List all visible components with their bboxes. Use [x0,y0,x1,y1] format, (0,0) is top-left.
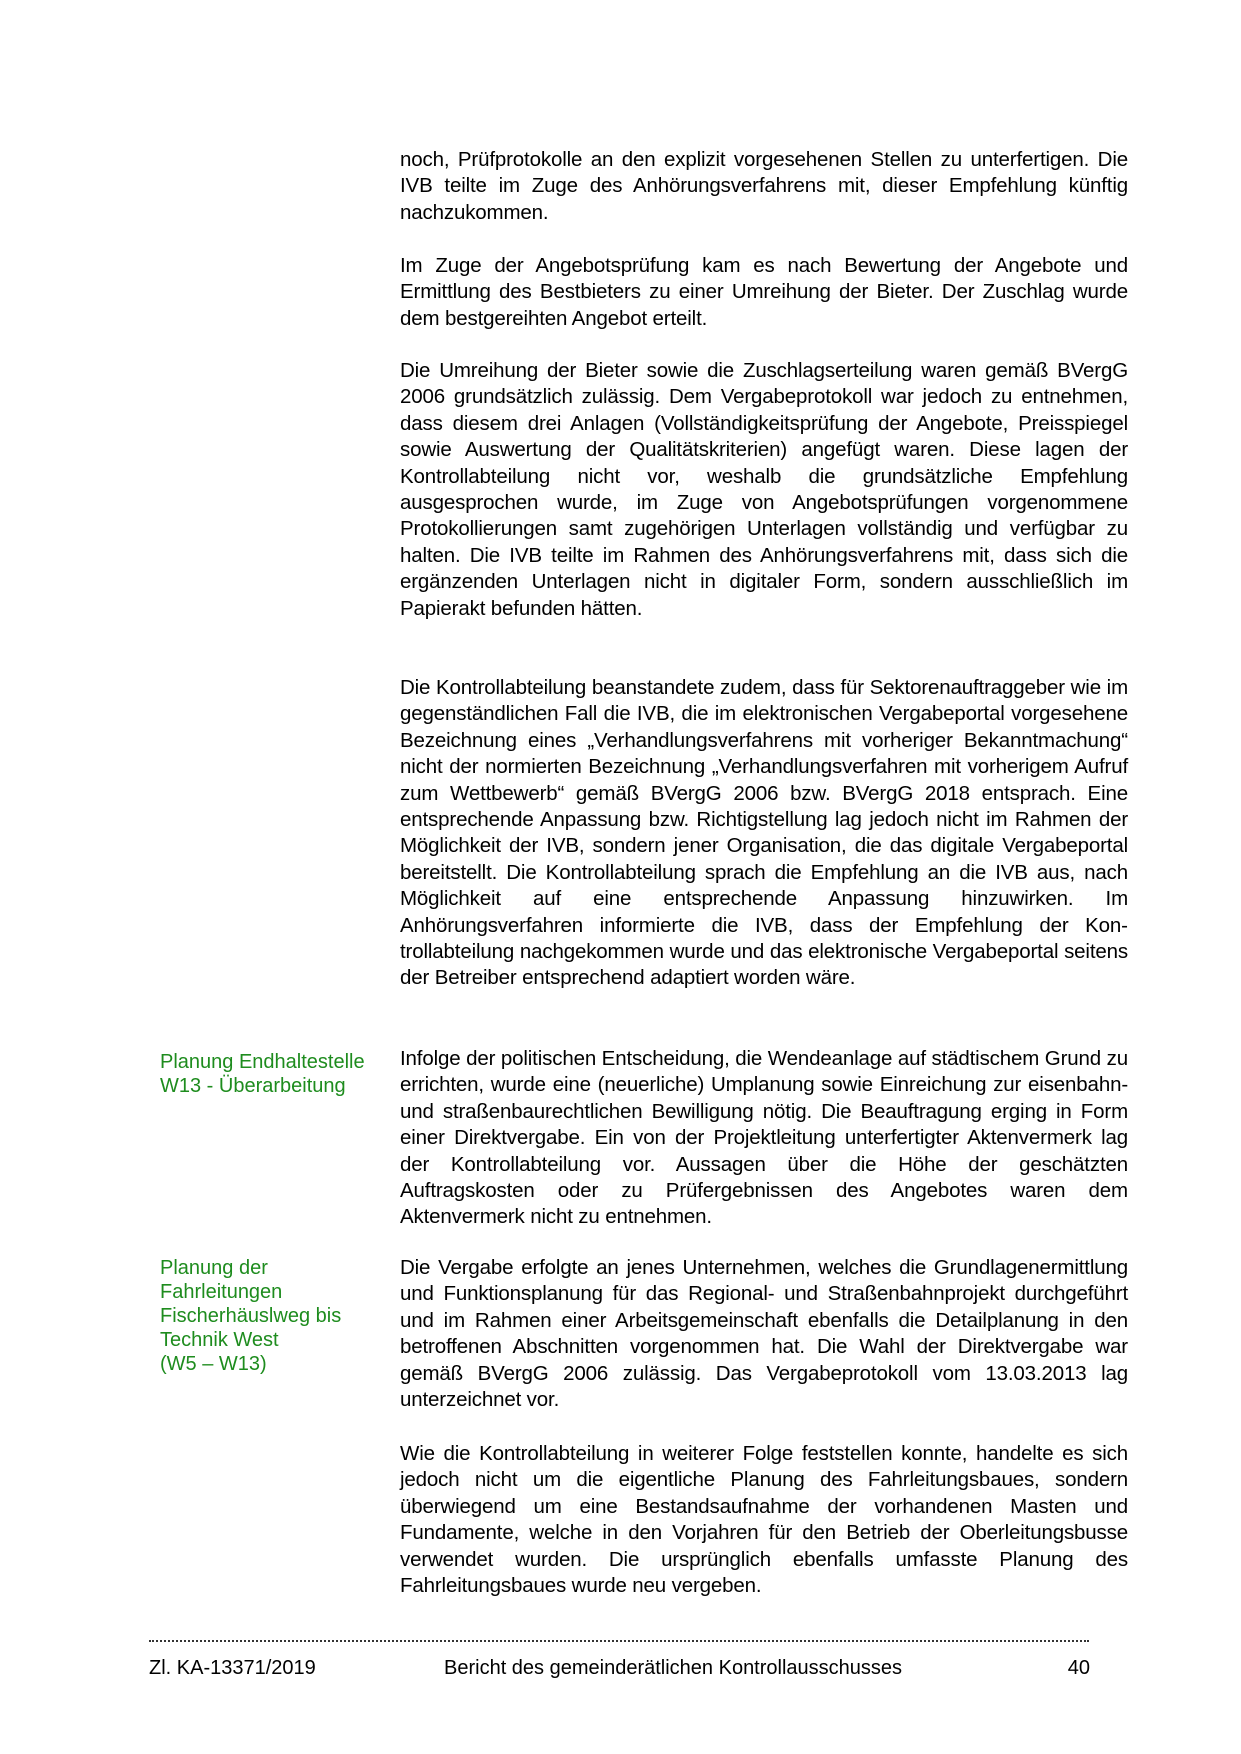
margin-note-line: Planung Endhaltestelle [160,1051,365,1073]
footer-divider [149,1640,1089,1644]
body-paragraph-3: Die Umreihung der Bieter sowie die Zuschlagserteilung waren gemäß BVergG 2006 grundsätzlich zulässig. Dem Vergabeprotokoll war jedoch zu entnehmen, dass diesem drei Anlagen (Vollständigkeitsprüfung der Angebote, Preisspiegel sowie Auswertung der Qualitätskriterien) angefügt waren. Diese lagen der Kontrollabteilung nicht vor, weshalb die grundsätzliche Empfehlung ausgesprochen wurde, im Zuge von Angebotsprüfungen vorgenommene Protokollierungen samt zugehörigen Unterlagen vollständig und verfügbar zu halten. Die IVB teilte im Rahmen des Anhörungsverfahrens mit, dass sich die ergänzenden Unterlagen nicht in digitaler Form, sondern ausschließlich im Papierakt befunden hätten. [400,359,1128,620]
body-paragraph-5: Infolge der politischen Entscheidung, die Wendeanlage auf städtischem Grund zu errichten, wurde eine (neuerliche) Umplanung sowie Einreichung zur eisenbahn- und straßenbaurechtlichen Bewilligung nötig. Die Beauftragung erging in Form einer Direktvergabe. Ein von der Projektleitung unterfertigter Aktenvermerk lag der Kontrollabteilung vor. Aussagen über die Höhe der geschätzten Auftragskosten oder zu Prüfergebnissen des Angebotes waren dem Aktenvermerk nicht zu entnehmen. [400,1047,1128,1229]
margin-note-line: (W5 – W13) [160,1353,267,1375]
body-paragraph-4: Die Kontrollabteilung beanstandete zudem, dass für Sektorenauftraggeber wie im gegenständlichen Fall die IVB, die im elektronischen Vergabeportal vorgesehene Bezeichnung eines „Verhandlungsverfahrens mit vorheriger Bekanntmachung“ nicht der normierten Bezeichnung „Verhandlungsverfahren mit vorherigem Aufruf zum Wettbewerb“ gemäß BVergG 2006 bzw. BVergG 2018 entsprach. Eine entsprechende Anpassung bzw. Richtigstellung lag jedoch nicht im Rahmen der Möglichkeit der IVB, sondern jener Organisation, die das digitale Vergabeportal bereitstellt. Die Kontrollabteilung sprach die Empfehlung an die IVB aus, nach Möglichkeit auf eine entsprechende Anpassung hinzuwirken. Im Anhörungsverfahren informierte die IVB, dass der Empfehlung der Kontrollabteilung nachgekommen wurde und das elektronische Vergabeportal seitens der Betreiber entsprechend adaptiert worden wäre. [400,676,1128,990]
margin-note-line: Fischerhäuslweg bis [160,1305,342,1327]
margin-note-fahrleitungen [160,1256,380,1376]
body-paragraph-6: Die Vergabe erfolgte an jenes Unternehmen, welches die Grundlagenermittlung und Funktionsplanung für das Regional- und Straßenbahnprojekt durchgeführt und im Rahmen einer Arbeitsgemeinschaft ebenfalls die Detailplanung in den betroffenen Abschnitten vorgenommen hat. Die Wahl der Direktvergabe war gemäß BVergG 2006 zulässig. Das Vergabeprotokoll vom 13.03.2013 lag unterzeichnet vor. [400,1256,1128,1412]
body-paragraph-7: Wie die Kontrollabteilung in weiterer Folge feststellen konnte, handelte es sich jedoch nicht um die eigentliche Planung des Fahrleitungsbaues, sondern überwiegend um eine Bestandsaufnahme der vorhandenen Masten und Fundamente, welche in den Vorjahren für den Betrieb der Oberleitungsbusse verwendet wurden. Die ursprünglich ebenfalls umfasste Planung des Fahrleitungsbaues wurde neu vergeben. [400,1442,1128,1598]
margin-note-line: W13 - Überarbeitung [160,1075,346,1097]
margin-note-endhaltestelle [160,1050,380,1098]
margin-note-line: Technik West [160,1329,279,1351]
page-number: 40 [1067,1657,1090,1679]
footer-reference: Zl. KA-13371/2019 [149,1657,316,1679]
footer-title: Bericht des gemeinderätlichen Kontrollausschusses [444,1657,903,1679]
margin-note-line: Fahrleitungen [160,1281,283,1303]
margin-note-line: Planung der [160,1257,268,1279]
body-paragraph-1: noch, Prüfprotokolle an den explizit vorgesehenen Stellen zu unterfertigen. Die IVB teilte im Zuge des Anhörungsverfahrens mit, dieser Empfehlung künftig nachzukommen. [400,148,1128,224]
body-paragraph-2: Im Zuge der Angebotsprüfung kam es nach Bewertung der Angebote und Ermittlung des Bestbieters zu einer Umreihung der Bieter. Der Zuschlag wurde dem bestgereihten Angebot erteilt. [400,254,1128,330]
